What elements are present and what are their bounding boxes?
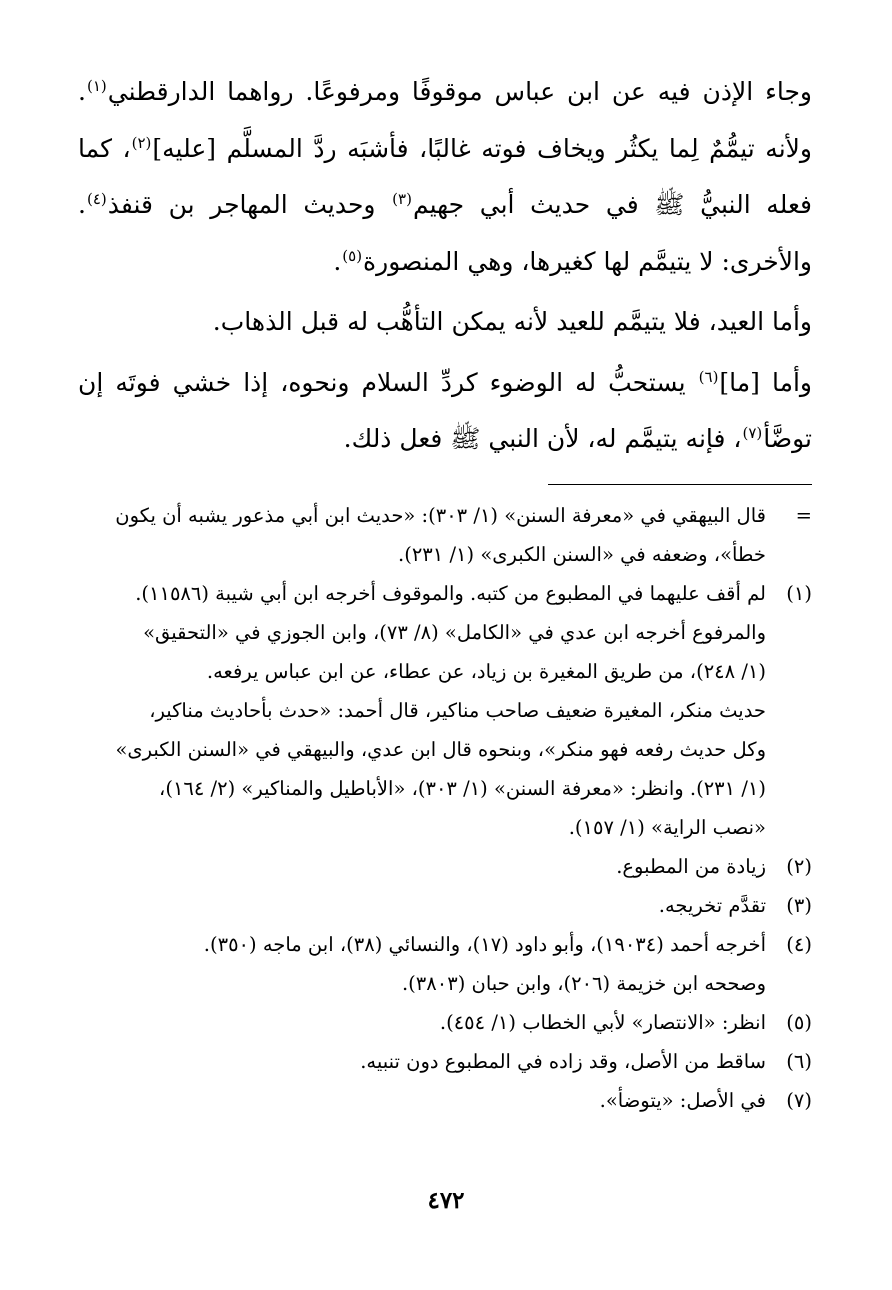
footnote-line: لم أقف عليهما في المطبوع من كتبه. والموقوف أخرجه ابن أبي شيبة (١١٥٨٦). [135, 582, 766, 605]
footnote-line: وكل حديث رفعه فهو منكر»، وبنحوه قال ابن عدي، والبيهقي في «السنن الكبرى» [115, 738, 766, 761]
footnote-ref-7[interactable]: (٧) [742, 424, 763, 442]
footnote-text [78, 496, 766, 574]
footnote-line: قال البيهقي في «معرفة السنن» (١/ ٣٠٣): «حديث ابن أبي مذعور يشبه أن يكون [115, 504, 766, 527]
footnote-2 [78, 847, 812, 886]
footnote-text [78, 925, 766, 1003]
footnote-divider [548, 484, 812, 485]
footnote-5 [78, 1003, 812, 1042]
footnotes [78, 496, 812, 1120]
footnote-line: والمرفوع أخرجه ابن عدي في «الكامل» (٨/ ٧٣)، وابن الجوزي في «التحقيق» [143, 621, 766, 644]
footnote-4 [78, 925, 812, 1003]
footnote-ref-1[interactable]: (١) [86, 77, 107, 95]
paragraph-1-part-c: ، كما فعله النبيُّ ﷺ في حديث أبي جهيم [78, 133, 812, 219]
footnote-text [78, 1003, 766, 1042]
footnote-number: = [795, 504, 812, 527]
footnote-number: (٧) [786, 1089, 812, 1112]
footnote-ref-5[interactable]: (٥) [342, 246, 363, 265]
footnote-number: (٣) [786, 894, 812, 917]
footnote-ref-4[interactable]: (٤) [86, 190, 107, 208]
page-number: ٤٧٢ [427, 1187, 465, 1214]
footnote-line: خطأ»، وضعفه في «السنن الكبرى» (١/ ٢٣١). [398, 543, 766, 566]
paragraph-3-part-c: ، فإنه يتيمَّم له، لأن النبي ﷺ فعل ذلك. [343, 424, 742, 453]
footnote-7 [78, 1081, 812, 1120]
footnote-line: وصححه ابن خزيمة (٢٠٦)، وابن حبان (٣٨٠٣). [401, 972, 766, 995]
paragraph-3-part-a: وأما [ما] [719, 367, 812, 397]
footnote-ref-6[interactable]: (٦) [698, 367, 719, 386]
footnote-6 [78, 1042, 812, 1081]
footnote-text [78, 886, 766, 925]
footnote-continuation [78, 496, 812, 574]
footnote-number: (٥) [786, 1011, 812, 1034]
footnote-text [78, 1042, 766, 1081]
paragraph-1-part-d: وحديث المهاجر بن قنفذ [107, 190, 392, 219]
footnote-line: زيادة من المطبوع. [616, 855, 766, 878]
main-text [78, 64, 812, 468]
paragraph-2: وأما العيد، فلا يتيمَّم للعيد لأنه يمكن التأهُّب له قبل الذهاب. [212, 307, 812, 336]
footnote-text [78, 574, 766, 847]
paragraph-3-part-b: يستحبُّ له الوضوء كردِّ السلام ونحوه، إذا خشي فوتَه إن توضَّأ [78, 367, 812, 453]
footnote-text [78, 847, 766, 886]
footnote-line: أخرجه أحمد (١٩٠٣٤)، وأبو داود (١٧)، والنسائي (٣٨)، ابن ماجه (٣٥٠). [203, 933, 766, 956]
footnote-number: (٦) [786, 1050, 812, 1073]
footnote-line: تقدَّم تخريجه. [658, 894, 766, 917]
footnote-text [78, 1081, 766, 1120]
paragraph-1-part-e: . والأخرى: لا يتيمَّم لها كغيرها، وهي المنصورة [78, 190, 812, 276]
footnote-line: «نصب الراية» (١/ ١٥٧). [568, 816, 766, 839]
paragraph-1-part-a: وجاء الإذن فيه عن ابن عباس موقوفًا ومرفوعًا. رواهما الدارقطني [107, 77, 812, 106]
footnote-line: حديث منكر، المغيرة ضعيف صاحب مناكير، قال أحمد: «حدث بأحاديث مناكير، [149, 699, 766, 722]
footnote-3 [78, 886, 812, 925]
footnote-number: (١) [786, 582, 812, 605]
paragraph-3 [78, 355, 812, 468]
footnote-ref-2[interactable]: (٢) [131, 133, 152, 152]
paragraph-1-part-f: . [333, 246, 342, 276]
footnote-line: انظر: «الانتصار» لأبي الخطاب (١/ ٤٥٤). [439, 1011, 766, 1034]
paragraph-1-part-b: . ولأنه تيمُّمٌ لِما يكثُر ويخاف فوته غالبًا، فأشبَه ردَّ المسلَّم [عليه] [78, 77, 812, 163]
footnote-line: (١/ ٢٣١). وانظر: «معرفة السنن» (١/ ٣٠٣)، «الأباطيل والمناكير» (٢/ ١٦٤)، [159, 777, 766, 800]
footnote-ref-3[interactable]: (٣) [392, 190, 412, 208]
footnote-1 [78, 574, 812, 847]
footnote-line: (١/ ٢٤٨)، من طريق المغيرة بن زياد، عن عطاء، عن ابن عباس يرفعه. [206, 660, 766, 683]
paragraph-1 [78, 64, 812, 290]
footnote-number: (٢) [786, 855, 812, 878]
footnote-line: ساقط من الأصل، وقد زاده في المطبوع دون تنبيه. [360, 1050, 766, 1073]
footnote-number: (٤) [786, 933, 812, 956]
footnote-line: في الأصل: «يتوضأ». [599, 1089, 766, 1112]
